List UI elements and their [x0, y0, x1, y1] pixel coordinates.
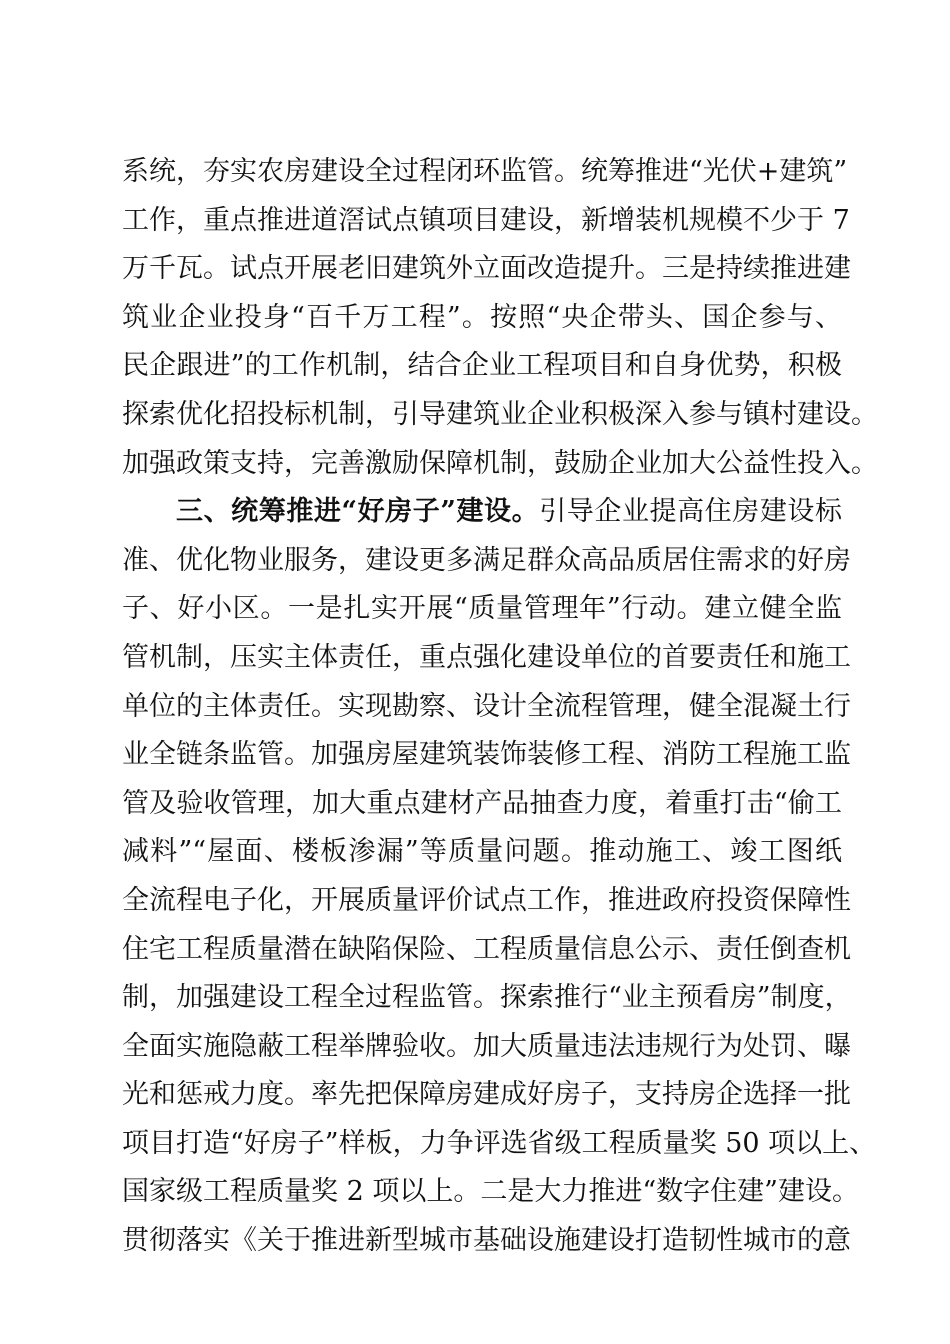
text-line: 单位的主体责任。实现勘察、设计全流程管理，健全混凝土行 [122, 690, 851, 722]
text-line: 全流程电子化，开展质量评价试点工作，推进政府投资保障性 [122, 884, 851, 916]
text-line: 减料”“屋面、楼板渗漏”等质量问题。推动施工、竣工图纸 [122, 836, 842, 868]
text-line: 万千瓦。试点开展老旧建筑外立面改造提升。三是持续推进建 [122, 253, 851, 285]
text-line: 住宅工程质量潜在缺陷保险、工程质量信息公示、责任倒查机 [122, 933, 851, 965]
text-line: 加强政策支持，完善激励保障机制，鼓励企业加大公益性投入。 [122, 447, 878, 479]
text-line: 民企跟进”的工作机制，结合企业工程项目和自身优势，积极 [122, 350, 842, 382]
text-line: 子、好小区。一是扎实开展“质量管理年”行动。建立健全监 [122, 593, 842, 625]
text-line: 管机制，压实主体责任，重点强化建设单位的首要责任和施工 [122, 641, 851, 673]
text-line: 贯彻落实《关于推进新型城市基础设施建设打造韧性城市的意 [122, 1225, 851, 1257]
text-line: 准、优化物业服务，建设更多满足群众高品质居住需求的好房 [122, 544, 851, 576]
text-line: 业全链条监管。加强房屋建筑装饰装修工程、消防工程施工监 [122, 739, 851, 771]
heading-line-text: 引导企业提高住房建设标 [539, 496, 843, 528]
section-heading: 三、统筹推进“好房子”建设。 [176, 496, 540, 528]
body-text [122, 148, 878, 1266]
text-line: 筑业企业投身“百千万工程”。按照“央企带头、国企参与、 [122, 301, 842, 333]
text-line: 全面实施隐蔽工程举牌验收。加大质量违法违规行为处罚、曝 [122, 1030, 851, 1062]
text-line: 探索优化招投标机制，引导建筑业企业积极深入参与镇村建设。 [122, 398, 878, 430]
text-line: 系统，夯实农房建设全过程闭环监管。统筹推进“光伏+建筑” [122, 156, 848, 187]
text-line: 管及验收管理，加大重点建材产品抽查力度，着重打击“偷工 [122, 787, 842, 819]
text-line: 制，加强建设工程全过程监管。探索推行“业主预看房”制度， [122, 982, 852, 1014]
text-line: 国家级工程质量奖 2 项以上。二是大力推进“数字住建”建设。 [122, 1176, 859, 1208]
text-line: 项目打造“好房子”样板，力争评选省级工程质量奖 50 项以上、 [122, 1127, 877, 1159]
text-line: 光和惩戒力度。率先把保障房建成好房子，支持房企选择一批 [122, 1079, 851, 1111]
section-heading-line [122, 488, 842, 537]
text-line: 工作，重点推进道滘试点镇项目建设，新增装机规模不少于 7 [122, 204, 850, 236]
